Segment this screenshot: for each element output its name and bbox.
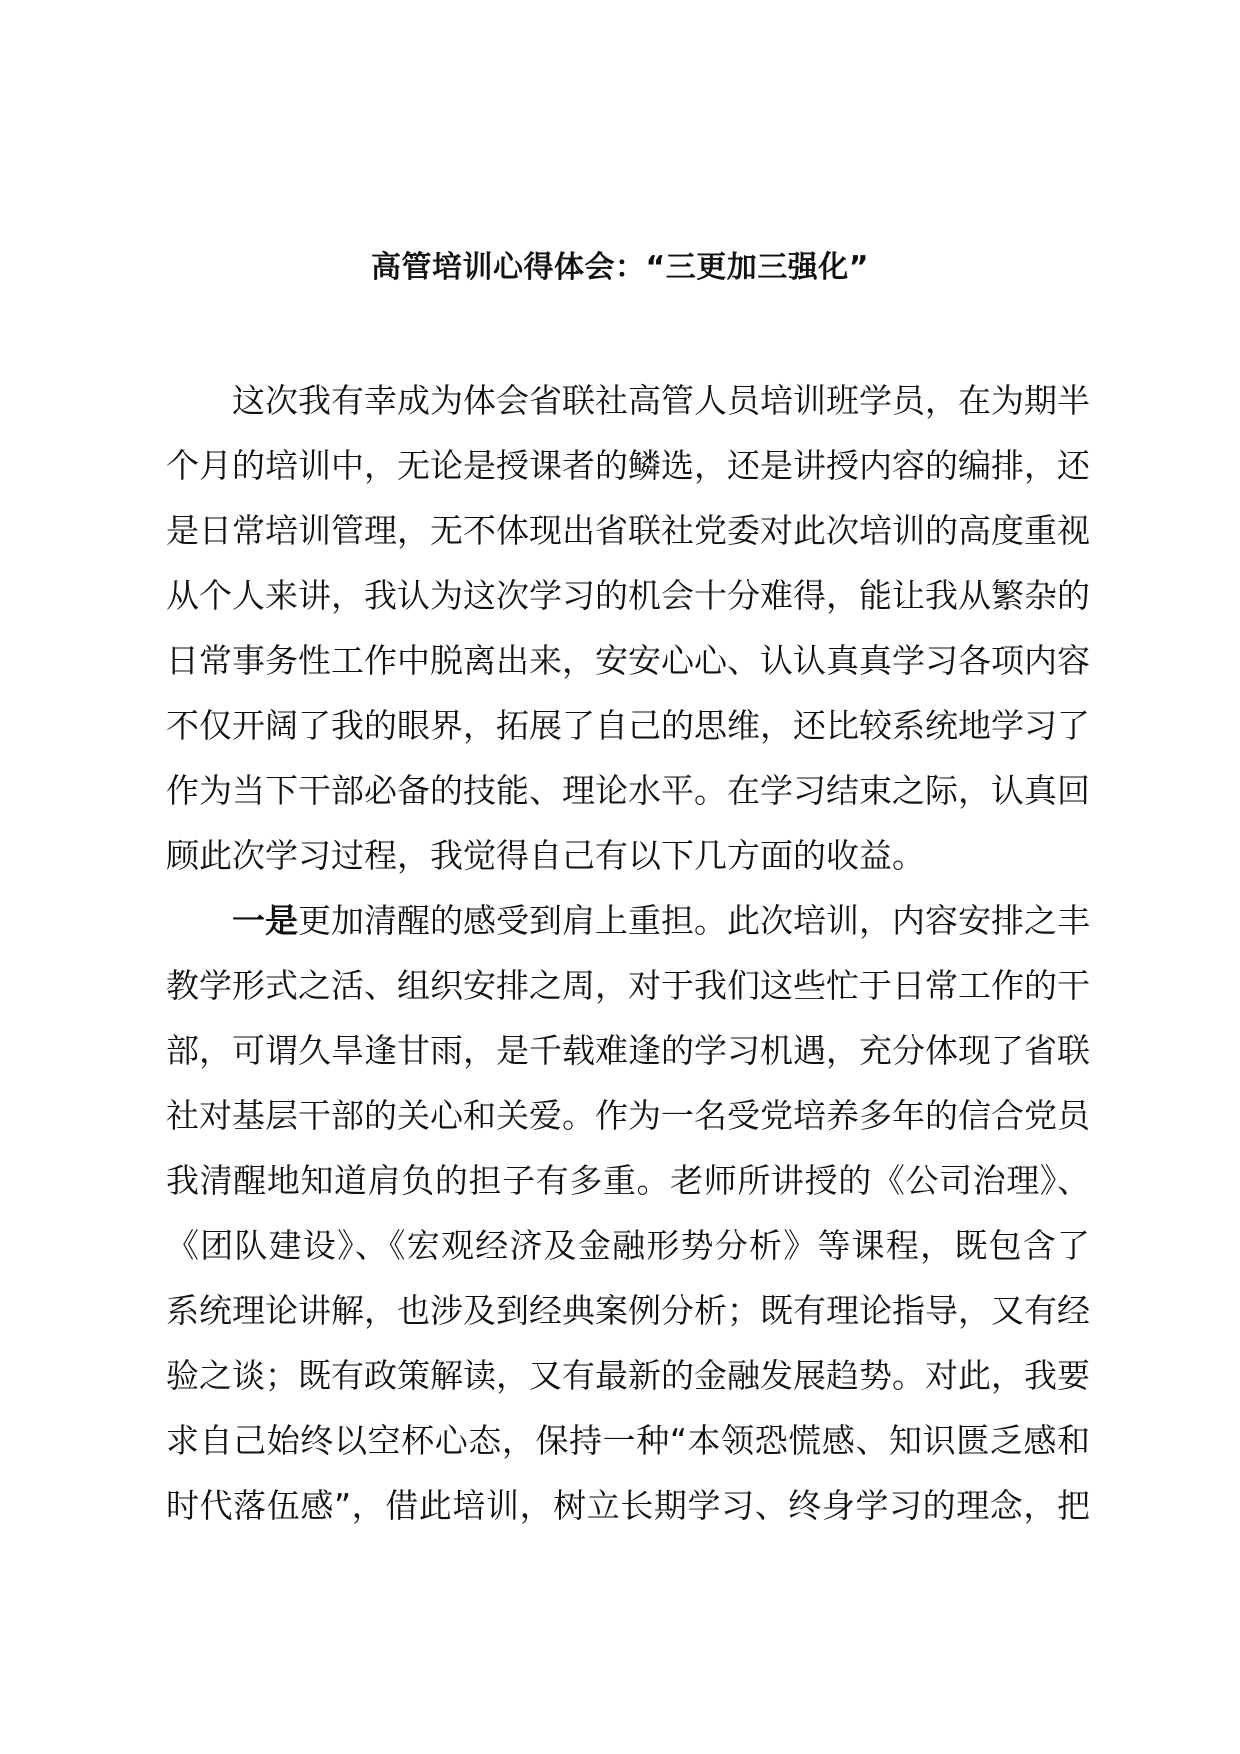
paragraph-line: 部，可谓久旱逢甘雨，是千载难逢的学习机遇，充分体现了省联 (166, 1031, 1090, 1070)
paragraph-line: 我清醒地知道肩负的担子有多重。老师所讲授的《公司治理》、 (166, 1161, 1090, 1200)
paragraph-first-line (166, 888, 1090, 953)
paragraph-line: 不仅开阔了我的眼界，拓展了自己的思维，还比较系统地学习了 (166, 706, 1090, 745)
paragraph-2 (166, 888, 1090, 1538)
paragraph-line: 从个人来讲，我认为这次学习的机会十分难得，能让我从繁杂的 (166, 576, 1090, 615)
paragraph-line: 这次我有幸成为体会省联社高管人员培训班学员，在为期半 (232, 381, 1090, 420)
paragraph-line: 求自己始终以空杯心态，保持一种“本领恐慌感、知识匮乏感和 (166, 1421, 1090, 1460)
paragraph-line: 验之谈；既有政策解读，又有最新的金融发展趋势。对此，我要 (166, 1356, 1090, 1395)
paragraph-line: 是日常培训管理，无不体现出省联社党委对此次培训的高度重视 (166, 511, 1090, 550)
paragraph-first-line-text: 更加清醒的感受到肩上重担。此次培训，内容安排之丰 (298, 901, 1090, 940)
paragraph-line: 时代落伍感”，借此培训，树立长期学习、终身学习的理念，把 (166, 1486, 1090, 1525)
paragraph-1 (166, 368, 1090, 888)
paragraph-line: 个月的培训中，无论是授课者的鳞选，还是讲授内容的编排，还 (166, 446, 1090, 485)
paragraph-line: 顾此次学习过程，我觉得自己有以下几方面的收益。 (166, 836, 925, 875)
paragraph-line: 日常事务性工作中脱离出来，安安心心、认认真真学习各项内容 (166, 641, 1090, 680)
document-body (166, 368, 1090, 1538)
paragraph-line: 《团队建设》、《宏观经济及金融形势分析》等课程，既包含了 (166, 1226, 1090, 1265)
paragraph-lead-bold: 一是 (232, 901, 298, 940)
paragraph-line: 作为当下干部必备的技能、理论水平。在学习结束之际，认真回 (166, 771, 1090, 810)
document-title: 高管培训心得体会：“三更加三强化” (371, 250, 869, 285)
paragraph-line: 社对基层干部的关心和关爱。作为一名受党培养多年的信合党员 (166, 1096, 1090, 1135)
paragraph-line: 系统理论讲解，也涉及到经典案例分析；既有理论指导，又有经 (166, 1291, 1090, 1330)
paragraph-line: 教学形式之活、组织安排之周，对于我们这些忙于日常工作的干 (166, 966, 1090, 1005)
